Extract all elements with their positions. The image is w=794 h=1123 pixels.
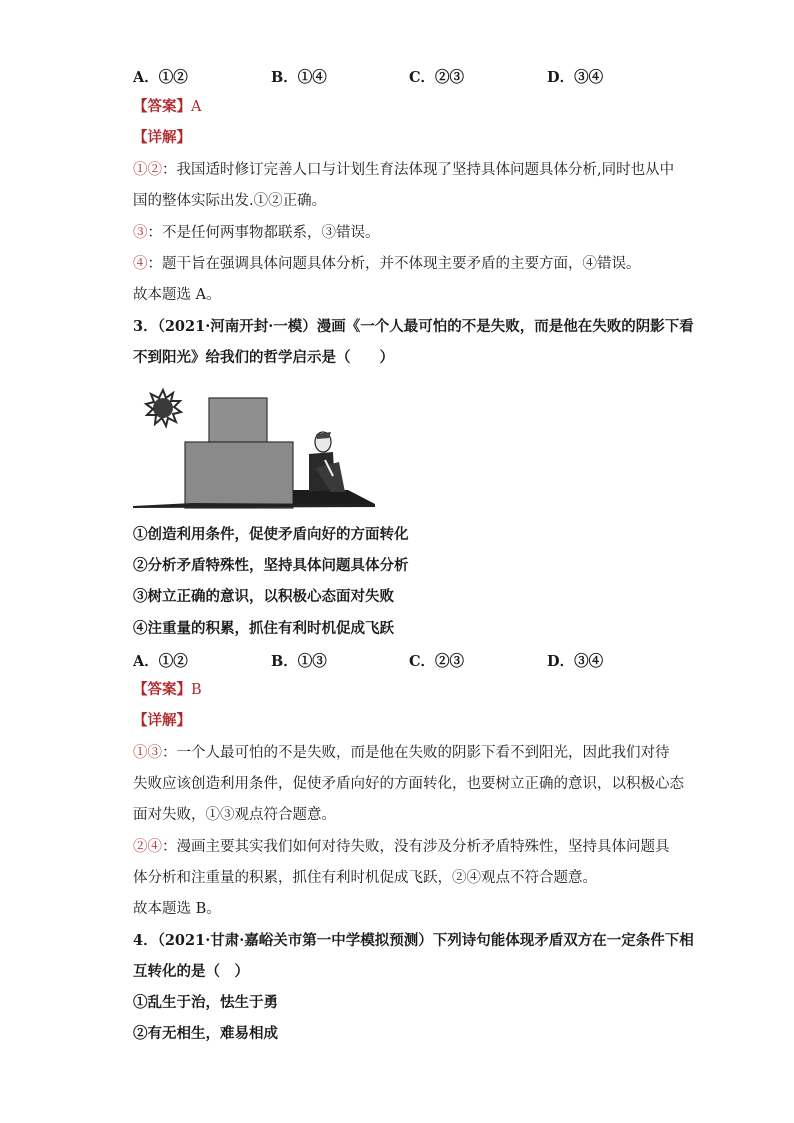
q2-conclusion: 故本题选 A。	[133, 287, 221, 303]
q3-stem-line: 3．（2021·河南开封·一模）漫画《一个人最可怕的不是失败，而是他在失败的阴影下看	[133, 318, 694, 335]
q2-answer-value: A	[191, 99, 202, 115]
q3-answer-value: B	[191, 682, 202, 698]
q2-option-a: A．①②	[133, 69, 188, 86]
q3-option-d: D．③④	[547, 653, 604, 670]
q3-option-c: C．②③	[409, 653, 465, 670]
q3-explain-mark: ②④	[133, 839, 162, 855]
upper-block	[209, 398, 267, 442]
q3-statement: ②分析矛盾特殊性，坚持具体问题具体分析	[133, 557, 409, 574]
cartoon-image	[133, 380, 378, 512]
q3-explain-line	[133, 837, 673, 857]
q2-option-c: C．②③	[409, 69, 465, 86]
q3-statement: ③树立正确的意识，以积极心态面对失败	[133, 588, 394, 605]
q3-explain-line	[133, 743, 673, 763]
q4-statement: ②有无相生，难易相成	[133, 1025, 278, 1042]
q3-explain-line: 失败应该创造利用条件，促使矛盾向好的方面转化，也要树立正确的意识，以积极心态	[133, 776, 684, 792]
q3-statement: ④注重量的积累，抓住有利时机促成飞跃	[133, 620, 394, 637]
q2-option-d: D．③④	[547, 69, 604, 86]
q4-statement: ①乱生于治，怯生于勇	[133, 994, 278, 1011]
q2-explain-text: ：我国适时修订完善人口与计划生育法体现了坚持具体问题具体分析,同时也从中	[162, 162, 675, 178]
lower-block	[185, 442, 293, 508]
q3-explain-text: ：漫画主要其实我们如何对待失败，没有涉及分析矛盾特殊性，坚持具体问题具	[162, 839, 670, 855]
q3-explain-text: ：一个人最可怕的不是失败，而是他在失败的阴影下看不到阳光，因此我们对待	[162, 745, 670, 761]
q3-explain-tag: 【详解】	[133, 712, 191, 729]
q2-explain-mark: ④	[133, 256, 148, 272]
q3-conclusion: 故本题选 B。	[133, 901, 221, 917]
q2-explain-line	[133, 223, 673, 243]
q2-explain-mark: ①②	[133, 162, 162, 178]
q3-statement: ①创造利用条件，促使矛盾向好的方面转化	[133, 526, 409, 543]
q3-option-a: A．①②	[133, 653, 188, 670]
q3-explain-mark: ①③	[133, 745, 162, 761]
q2-answer-tag: 【答案】	[133, 98, 191, 115]
q2-explain-tag: 【详解】	[133, 129, 191, 146]
q3-explain-line: 面对失败，①③观点符合题意。	[133, 807, 336, 823]
q2-explain-text: ：不是任何两事物都联系，③错误。	[147, 225, 380, 241]
q3-answer	[133, 680, 673, 700]
q3-stem-line: 不到阳光》给我们的哲学启示是（ ）	[133, 349, 394, 366]
q4-stem-line: 互转化的是（ ）	[133, 963, 249, 980]
q3-options	[133, 650, 653, 670]
q4-stem-line: 4．（2021·甘肃·嘉峪关市第一中学模拟预测）下列诗句能体现矛盾双方在一定条件下相	[133, 932, 694, 949]
q2-explain-mark: ③	[133, 225, 148, 241]
q3-option-b: B．①③	[271, 653, 327, 670]
q2-explain-line	[133, 254, 673, 274]
q2-option-b: B．①④	[271, 69, 327, 86]
q2-answer	[133, 97, 673, 117]
q3-explain-line: 体分析和注重量的积累，抓住有利时机促成飞跃，②④观点不符合题意。	[133, 870, 597, 886]
q2-explain-line	[133, 160, 673, 180]
q2-explain-text: ：题干旨在强调具体问题具体分析，并不体现主要矛盾的主要方面，④错误。	[147, 256, 641, 272]
q3-answer-tag: 【答案】	[133, 681, 191, 698]
q2-explain-line: 国的整体实际出发.①②正确。	[133, 193, 327, 209]
q2-options	[133, 66, 653, 86]
